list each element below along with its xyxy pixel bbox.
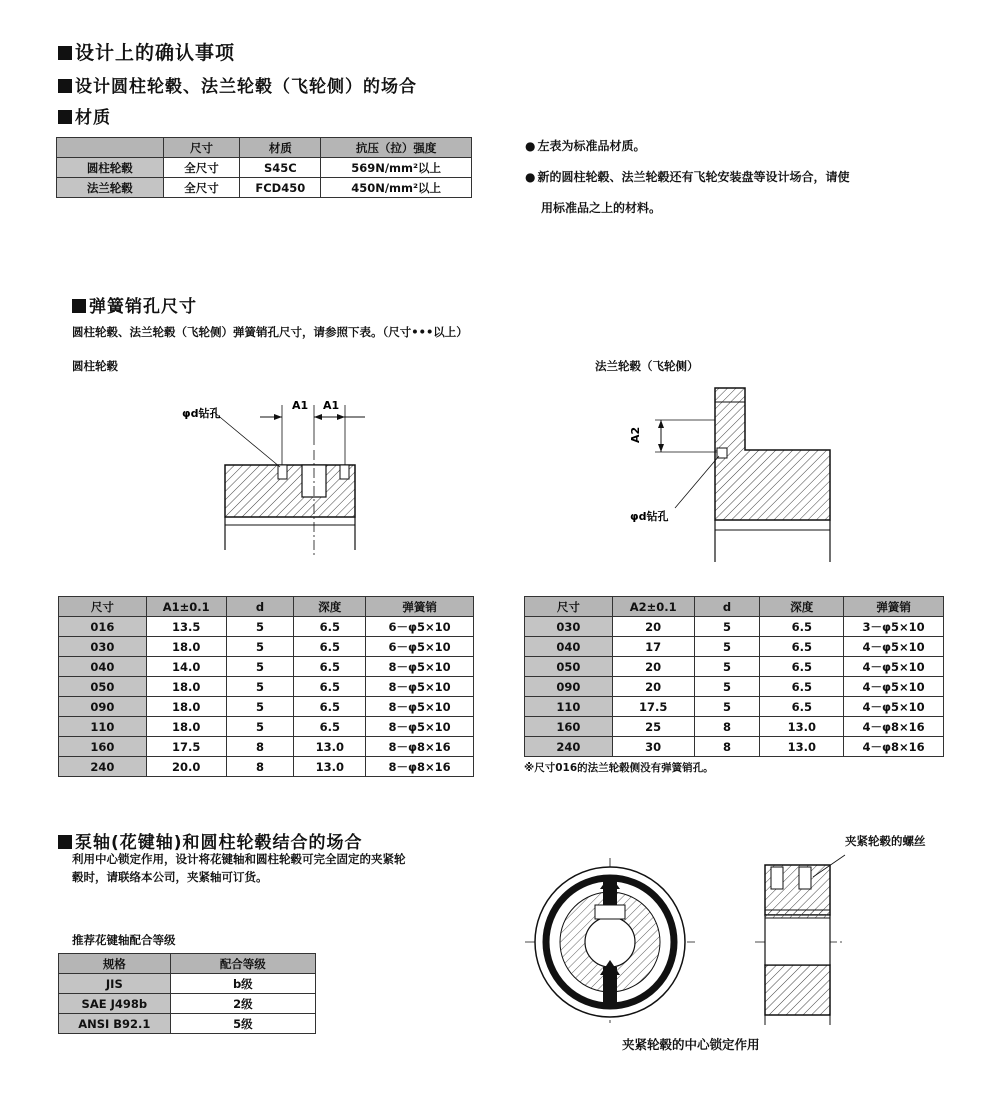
material-title: 材质 [58, 103, 111, 128]
table-row: JIS b级 [59, 974, 316, 994]
table-row: 030 18.0 5 6.5 6－φ5×10 [59, 637, 474, 657]
material-note-1: ● 左表为标准品材质。 [525, 137, 646, 154]
table-row: 圆柱轮毂 全尺寸 S45C 569N/mm²以上 [57, 158, 472, 178]
clamp-thread-label: 夹紧轮毂的螺丝 [845, 834, 926, 848]
drill-label: φd钻孔 [182, 407, 221, 420]
table-row: 040 14.0 5 6.5 8－φ5×10 [59, 657, 474, 677]
subsection-title: 设计圆柱轮毂、法兰轮毂（飞轮侧）的场合 [58, 72, 417, 97]
square-bullet-icon [58, 110, 72, 124]
pump-text-line-1: 利用中心锁定作用，设计将花键轴和圆柱轮毂可完全固定的夹紧轮 [72, 852, 406, 866]
spring-title: 弹簧销孔尺寸 [72, 292, 197, 317]
cylinder-hub-label: 圆柱轮毂 [72, 359, 118, 373]
table-row: 240 30 8 13.0 4－φ8×16 [525, 737, 944, 757]
square-bullet-icon [72, 299, 86, 313]
spring-intro: 圆柱轮毂、法兰轮毂（飞轮侧）弹簧销孔尺寸，请参照下表。（尺寸•••以上） [72, 325, 468, 339]
table-row: 160 17.5 8 13.0 8－φ8×16 [59, 737, 474, 757]
table-row: SAE J498b 2级 [59, 994, 316, 1014]
table-row: 050 20 5 6.5 4－φ5×10 [525, 657, 944, 677]
pump-text-line-2: 毂时，请联络本公司，夹紧轴可订货。 [72, 870, 268, 884]
dim-a1-label: A1 [292, 399, 309, 412]
flange-table-footnote: ※尺寸016的法兰轮毂侧没有弹簧销孔。 [524, 762, 714, 774]
table-row: 040 17 5 6.5 4－φ5×10 [525, 637, 944, 657]
flange-hub-drawing [625, 380, 855, 570]
table-header-row: 尺寸 A1±0.1 d 深度 弹簧销 [59, 597, 474, 617]
drill-label: φd钻孔 [630, 510, 669, 523]
cylinder-spring-table [58, 596, 474, 777]
square-bullet-icon [58, 79, 72, 93]
table-header-row: 尺寸 材质 抗压（拉）强度 [57, 138, 472, 158]
material-table [56, 137, 472, 198]
cylinder-hub-drawing [170, 385, 400, 560]
table-row: 160 25 8 13.0 4－φ8×16 [525, 717, 944, 737]
pump-title: 泵轴(花键轴)和圆柱轮毂结合的场合 [58, 828, 363, 853]
table-row: 法兰轮毂 全尺寸 FCD450 450N/mm²以上 [57, 178, 472, 198]
material-note-2: ● 新的圆柱轮毂、法兰轮毂还有飞轮安装盘等设计场合，请使 [525, 168, 850, 185]
flange-spring-table [524, 596, 944, 757]
table-row: 090 20 5 6.5 4－φ5×10 [525, 677, 944, 697]
spline-table-title: 推荐花键轴配合等级 [72, 933, 176, 947]
square-bullet-icon [58, 835, 72, 849]
material-note-2-cont: 用标准品之上的材料。 [541, 201, 662, 215]
dim-a2-label: A2 [629, 426, 642, 443]
table-row: 240 20.0 8 13.0 8－φ8×16 [59, 757, 474, 777]
clamp-hub-side-drawing [735, 845, 935, 1030]
square-bullet-icon [58, 46, 72, 60]
dim-a1-label: A1 [323, 399, 340, 412]
table-row: 090 18.0 5 6.5 8－φ5×10 [59, 697, 474, 717]
spline-fit-table [58, 953, 316, 1034]
section-title: 设计上的确认事项 [58, 38, 235, 65]
table-row: 030 20 5 6.5 3－φ5×10 [525, 617, 944, 637]
table-header-row: 规格 配合等级 [59, 954, 316, 974]
table-row: 016 13.5 5 6.5 6－φ5×10 [59, 617, 474, 637]
table-header-row: 尺寸 A2±0.1 d 深度 弹簧销 [525, 597, 944, 617]
table-row: 110 18.0 5 6.5 8－φ5×10 [59, 717, 474, 737]
clamp-hub-front-drawing [520, 855, 700, 1025]
table-row: ANSI B92.1 5级 [59, 1014, 316, 1034]
table-row: 050 18.0 5 6.5 8－φ5×10 [59, 677, 474, 697]
table-row: 110 17.5 5 6.5 4－φ5×10 [525, 697, 944, 717]
flange-hub-label: 法兰轮毂（飞轮侧） [595, 359, 699, 373]
clamp-caption: 夹紧轮毂的中心锁定作用 [622, 1037, 760, 1052]
